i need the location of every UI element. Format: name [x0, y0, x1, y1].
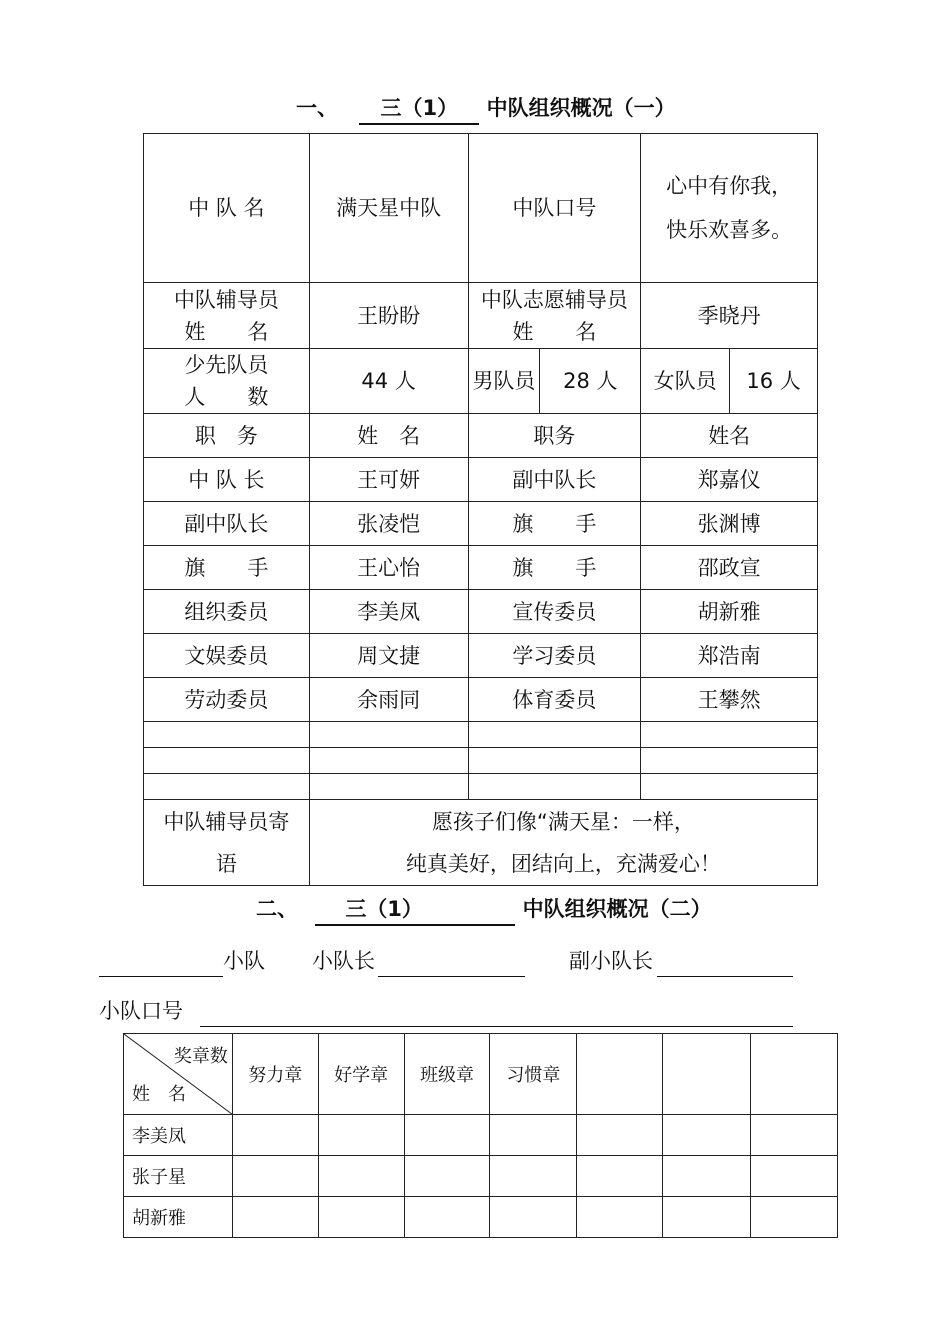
badge-cell[interactable] [232, 1156, 318, 1197]
empty-cell [468, 774, 641, 800]
role-duty: 组织委员 [144, 590, 310, 634]
role-duty: 学习委员 [468, 634, 641, 678]
squad-name-label: 中 队 名 [144, 134, 310, 283]
empty-cell [468, 722, 641, 748]
team-label: 小队 [223, 949, 265, 973]
section1-prefix: 一、 [296, 96, 338, 120]
role-name: 王攀然 [641, 678, 818, 722]
girls-label: 女队员 [641, 349, 730, 414]
role-name: 胡新雅 [641, 590, 818, 634]
message-label-line2: 语 [215, 851, 237, 876]
member-name: 张子星 [124, 1156, 233, 1197]
vice-leader-blank[interactable] [657, 976, 793, 977]
team-slogan-label: 小队口号 [99, 999, 183, 1023]
badge-header: 努力章 [232, 1034, 318, 1115]
badge-cell[interactable] [751, 1115, 838, 1156]
members-label-line1: 少先队员 [184, 353, 269, 377]
empty-cell [309, 722, 468, 748]
role-duty: 副中队长 [144, 502, 310, 546]
member-row [124, 1115, 838, 1156]
leader-blank[interactable] [378, 976, 525, 977]
col-duty-1: 职 务 [144, 414, 310, 458]
empty-cell [144, 774, 310, 800]
role-duty: 文娱委员 [144, 634, 310, 678]
girls-count: 16 人 [730, 349, 818, 414]
empty-row [144, 774, 818, 800]
corner-bottom-label: 姓 名 [132, 1084, 186, 1105]
message-line1: 愿孩子们像“满天星：一样， [431, 809, 695, 834]
role-duty: 副中队长 [468, 458, 641, 502]
role-name: 张凌恺 [309, 502, 468, 546]
role-name: 郑浩南 [641, 634, 818, 678]
section2-suffix: 中队组织概况（二） [522, 897, 712, 921]
badge-header: 班级章 [404, 1034, 490, 1115]
role-row [144, 502, 818, 546]
badge-cell[interactable] [404, 1197, 490, 1238]
volunteer-name: 季晓丹 [641, 283, 818, 349]
badge-cell[interactable] [404, 1156, 490, 1197]
role-duty: 旗 手 [144, 546, 310, 590]
badge-header [751, 1034, 838, 1115]
member-name: 李美凤 [124, 1115, 233, 1156]
slogan-line2: 快乐欢喜多。 [666, 218, 793, 242]
members-label-line2: 人 数 [184, 385, 269, 409]
role-row [144, 634, 818, 678]
members-label [144, 349, 310, 414]
empty-cell [641, 722, 818, 748]
corner-header [124, 1034, 233, 1115]
badge-cell[interactable] [490, 1156, 577, 1197]
badge-cell[interactable] [318, 1156, 404, 1197]
boys-label: 男队员 [468, 349, 540, 414]
member-row [124, 1156, 838, 1197]
counselor-message [309, 800, 817, 886]
role-name: 邵政宣 [641, 546, 818, 590]
badge-table [123, 1033, 838, 1238]
section2-title [256, 893, 712, 926]
badge-cell[interactable] [663, 1197, 751, 1238]
badge-cell[interactable] [751, 1156, 838, 1197]
role-row [144, 546, 818, 590]
section1-class-name: 三（1） [359, 92, 479, 125]
empty-cell [641, 748, 818, 774]
badge-header: 好学章 [318, 1034, 404, 1115]
member-name: 胡新雅 [124, 1197, 233, 1238]
badge-cell[interactable] [663, 1115, 751, 1156]
counselor-label [144, 283, 310, 349]
empty-cell [309, 748, 468, 774]
message-label [144, 800, 310, 886]
role-row [144, 458, 818, 502]
section1-suffix: 中队组织概况（一） [486, 96, 676, 120]
badge-cell[interactable] [577, 1156, 663, 1197]
role-duty: 体育委员 [468, 678, 641, 722]
badge-cell[interactable] [318, 1115, 404, 1156]
badge-cell[interactable] [232, 1115, 318, 1156]
slogan [641, 134, 818, 283]
section2-class-name: 三（1） [315, 893, 515, 926]
team-name-blank[interactable] [99, 976, 223, 977]
empty-cell [144, 748, 310, 774]
empty-cell [144, 722, 310, 748]
leader-label: 小队长 [312, 949, 375, 973]
empty-cell [468, 748, 641, 774]
member-row [124, 1197, 838, 1238]
badge-cell[interactable] [318, 1197, 404, 1238]
squad-overview-table [143, 133, 818, 886]
boys-count: 28 人 [540, 349, 641, 414]
badge-cell[interactable] [490, 1115, 577, 1156]
section1-title [296, 92, 676, 125]
badge-header [577, 1034, 663, 1115]
badge-header [663, 1034, 751, 1115]
role-duty: 旗 手 [468, 546, 641, 590]
col-name-2: 姓名 [641, 414, 818, 458]
role-name: 李美凤 [309, 590, 468, 634]
message-label-line1: 中队辅导员寄 [163, 809, 290, 834]
slogan-label: 中队口号 [468, 134, 641, 283]
role-name: 郑嘉仪 [641, 458, 818, 502]
empty-row [144, 748, 818, 774]
squad-name: 满天星中队 [309, 134, 468, 283]
role-duty: 劳动委员 [144, 678, 310, 722]
message-line2: 纯真美好，团结向上，充满爱心！ [405, 851, 721, 876]
badge-cell[interactable] [232, 1197, 318, 1238]
col-name-1: 姓 名 [309, 414, 468, 458]
role-name: 张渊博 [641, 502, 818, 546]
corner-top-label: 奖章数 [173, 1046, 228, 1067]
role-duty: 旗 手 [468, 502, 641, 546]
counselor-label-line1: 中队辅导员 [173, 287, 279, 312]
badge-cell[interactable] [751, 1197, 838, 1238]
volunteer-label-line2: 姓 名 [512, 319, 597, 344]
vice-leader-label: 副小队长 [569, 949, 653, 973]
counselor-label-line2: 姓 名 [184, 319, 269, 344]
slogan-line1: 心中有你我， [666, 174, 793, 198]
empty-cell [309, 774, 468, 800]
badge-header: 习惯章 [490, 1034, 577, 1115]
members-count: 44 人 [309, 349, 468, 414]
role-row [144, 678, 818, 722]
badge-cell[interactable] [490, 1197, 577, 1238]
team-slogan-blank[interactable] [200, 1026, 793, 1027]
badge-cell[interactable] [577, 1197, 663, 1238]
role-name: 王可妍 [309, 458, 468, 502]
badge-cell[interactable] [577, 1115, 663, 1156]
counselor-name: 王盼盼 [309, 283, 468, 349]
volunteer-label [468, 283, 641, 349]
role-duty: 宣传委员 [468, 590, 641, 634]
role-name: 王心怡 [309, 546, 468, 590]
badge-cell[interactable] [404, 1115, 490, 1156]
col-duty-2: 职务 [468, 414, 641, 458]
role-duty: 中 队 长 [144, 458, 310, 502]
badge-cell[interactable] [663, 1156, 751, 1197]
empty-row [144, 722, 818, 748]
empty-cell [641, 774, 818, 800]
role-row [144, 590, 818, 634]
volunteer-label-line1: 中队志愿辅导员 [480, 287, 628, 312]
role-name: 周文捷 [309, 634, 468, 678]
section2-prefix: 二、 [256, 897, 298, 921]
role-name: 余雨同 [309, 678, 468, 722]
